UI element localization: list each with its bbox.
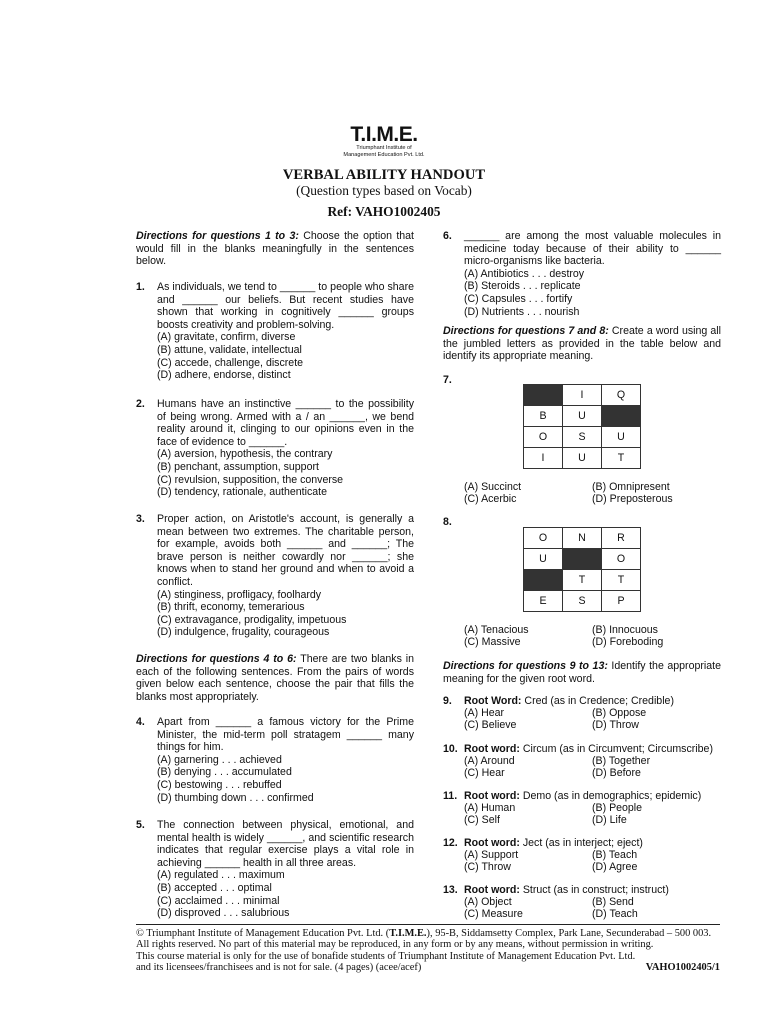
letter-grid: [523, 527, 641, 612]
question-number: 12.: [443, 837, 458, 849]
question-number: 8.: [443, 516, 452, 528]
option-a[interactable]: (A) regulated . . . maximum: [157, 869, 285, 882]
question-text: Humans have an instinctive ______ to the possibility of being wrong. Armed with a / an ______, we bend reality around it, clinging to our opinions even in the face of evidence to ______.: [157, 398, 414, 448]
root-word-label: Root word:: [464, 837, 520, 849]
question-11: [443, 790, 721, 830]
option-a[interactable]: (A) Around: [464, 755, 515, 767]
root-word: Struct (as in construct; instruct): [519, 884, 669, 896]
question-10: [443, 743, 721, 783]
grid-cell: O: [602, 549, 641, 570]
grid-cell: U: [563, 406, 602, 427]
left-column: [136, 230, 414, 920]
option-b[interactable]: (B) denying . . . accumulated: [157, 766, 292, 779]
grid-cell: U: [563, 448, 602, 469]
footer-usage-text: This course material is only for the use of bonafide students of Triumphant Institute of Management Education Pvt. Ltd. and its licensees/franchisees and is not for sale. (4 pages) (acee/acef): [136, 950, 636, 974]
question-8: [443, 516, 721, 646]
option-a[interactable]: (A) Support: [464, 849, 519, 861]
option-c[interactable]: (C) Massive: [464, 636, 521, 648]
option-c[interactable]: (C) accede, challenge, discrete: [157, 356, 304, 369]
footer-rights: All rights reserved. No part of this material may be reproduced, in any form or by any means, without permission in writing.: [136, 939, 654, 951]
grid-cell: E: [524, 591, 563, 612]
option-b[interactable]: (B) Omnipresent: [592, 481, 670, 493]
option-d[interactable]: (D) Teach: [592, 908, 638, 920]
grid-cell: U: [602, 427, 641, 448]
page-title: VERBAL ABILITY HANDOUT: [282, 167, 486, 183]
question-number: 5.: [136, 819, 145, 831]
directions-text: Create a word using all the jumbled letters as provided in the table below and identify its appropriate meaning.: [443, 325, 721, 363]
option-d[interactable]: (D) Preposterous: [592, 493, 673, 505]
root-word: Circum (as in Circumvent; Circumscribe): [519, 743, 713, 755]
root-word: Cred (as in Credence; Credible): [521, 695, 674, 707]
question-2: [136, 398, 414, 499]
question-number: 13.: [443, 884, 458, 896]
option-b[interactable]: (B) attune, validate, intellectual: [157, 343, 302, 356]
grid-cell: T: [602, 448, 641, 469]
question-5: [136, 819, 414, 920]
grid-cell: T: [563, 570, 602, 591]
question-text: As individuals, we tend to ______ to people who share and ______ our beliefs. But recent studies have shown that working in cognitively ______ groups boosts creativity and problem-solving.: [157, 281, 414, 331]
option-d[interactable]: (D) Nutrients . . . nourish: [464, 305, 580, 318]
option-b[interactable]: (B) accepted . . . optimal: [157, 881, 272, 894]
directions-label: Directions for questions 7 and 8:: [443, 325, 609, 337]
page-subtitle: (Question types based on Vocab): [296, 183, 472, 198]
option-d[interactable]: (D) Foreboding: [592, 636, 664, 648]
logo: T.I.M.E.: [350, 123, 418, 146]
option-c[interactable]: (C) Measure: [464, 908, 523, 920]
option-b[interactable]: (B) Innocuous: [592, 624, 658, 636]
grid-cell: O: [524, 528, 563, 549]
option-b[interactable]: (B) thrift, economy, temerarious: [157, 601, 305, 614]
grid-cell: Q: [602, 385, 641, 406]
grid-cell-shaded: [524, 570, 563, 591]
right-column: [443, 230, 721, 925]
option-a[interactable]: (A) Succinct: [464, 481, 522, 493]
directions-label: Directions for questions 4 to 6:: [136, 653, 297, 665]
option-d[interactable]: (D) Throw: [592, 719, 639, 731]
question-text: [464, 695, 721, 708]
root-word: Ject (as in interject; eject): [519, 837, 643, 849]
question-12: [443, 837, 721, 877]
option-c[interactable]: (C) acclaimed . . . minimal: [157, 894, 280, 907]
option-a[interactable]: (A) garnering . . . achieved: [157, 753, 282, 766]
grid-cell: B: [524, 406, 563, 427]
option-c[interactable]: (C) Believe: [464, 719, 517, 731]
option-c[interactable]: (C) Capsules . . . fortify: [464, 292, 573, 305]
question-7: [443, 374, 721, 504]
option-a[interactable]: (A) Human: [464, 802, 516, 814]
grid-cell: T: [602, 570, 641, 591]
footer-brand: T.I.M.E.: [389, 928, 427, 939]
option-a[interactable]: (A) gravitate, confirm, diverse: [157, 331, 296, 344]
directions-9-13: [443, 660, 721, 685]
question-3: [136, 513, 414, 639]
question-text: Apart from ______ a famous victory for the Prime Minister, the mid-term poll stratagem ______ many things for him.: [157, 716, 414, 754]
grid-cell: R: [602, 528, 641, 549]
option-c[interactable]: (C) revulsion, supposition, the converse: [157, 473, 344, 486]
question-text: [464, 837, 721, 850]
option-b[interactable]: (B) Together: [592, 755, 651, 767]
option-b[interactable]: (B) Send: [592, 896, 634, 908]
option-a[interactable]: (A) Hear: [464, 707, 505, 719]
root-word: Demo (as in demographics; epidemic): [519, 790, 702, 802]
question-text: [464, 884, 721, 897]
footer-copyright: [136, 928, 720, 939]
directions-text: Identify the appropriate meaning for the given root word.: [443, 660, 721, 685]
footer-address: ), 95-B, Siddamsetty Complex, Park Lane, Secunderabad – 500 003.: [426, 928, 712, 939]
question-number: 10.: [443, 743, 458, 755]
option-a[interactable]: (A) Object: [464, 896, 512, 908]
question-number: 9.: [443, 695, 452, 707]
root-word-label: Root word:: [464, 743, 520, 755]
grid-cell-shaded: [524, 385, 563, 406]
grid-cell: S: [563, 427, 602, 448]
root-word-label: Root word:: [464, 790, 520, 802]
grid-cell: I: [563, 385, 602, 406]
question-number: 11.: [443, 790, 458, 802]
option-a[interactable]: (A) Antibiotics . . . destroy: [464, 267, 585, 280]
option-c[interactable]: (C) Hear: [464, 767, 505, 779]
question-13: [443, 884, 721, 924]
question-text: ______ are among the most valuable molecules in medicine today because of their ability to ______ micro-organisms like bacteria.: [464, 230, 721, 268]
option-b[interactable]: (B) People: [592, 802, 643, 814]
option-c[interactable]: (C) Throw: [464, 861, 511, 873]
option-c[interactable]: (C) Self: [464, 814, 500, 826]
option-b[interactable]: (B) Steroids . . . replicate: [464, 280, 581, 293]
option-b[interactable]: (B) Oppose: [592, 707, 647, 719]
option-a[interactable]: (A) stinginess, profligacy, foolhardy: [157, 588, 322, 601]
reference-code: Ref: VAHO1002405: [327, 204, 441, 219]
grid-cell-shaded: [602, 406, 641, 427]
option-a[interactable]: (A) Tenacious: [464, 624, 529, 636]
question-text: The connection between physical, emotional, and mental health is widely ______, and scientific research indicates that regular exercise plays a vital role in achieving ______ health in all three areas.: [157, 819, 414, 869]
directions-1-3: [136, 230, 414, 268]
option-d[interactable]: (D) disproved . . . salubrious: [157, 907, 290, 920]
logo-subtitle-line2: Management Education Pvt. Ltd.: [343, 152, 425, 158]
option-d[interactable]: (D) Life: [592, 814, 627, 826]
question-number: 1.: [136, 281, 145, 293]
option-d[interactable]: (D) thumbing down . . . confirmed: [157, 791, 314, 804]
option-c[interactable]: (C) Acerbic: [464, 493, 517, 505]
directions-text: There are two blanks in each of the following sentences. From the pairs of words given below each sentence, choose the pair that fills the blanks most appropriately.: [136, 653, 414, 703]
question-number: 7.: [443, 374, 452, 386]
question-text: [464, 790, 721, 803]
question-4: [136, 716, 414, 804]
grid-cell: P: [602, 591, 641, 612]
option-a[interactable]: (A) aversion, hypothesis, the contrary: [157, 448, 333, 461]
root-word-label: Root Word:: [464, 695, 522, 707]
grid-cell-shaded: [563, 549, 602, 570]
page-code: VAHO1002405/1: [645, 961, 720, 973]
directions-4-6: [136, 653, 414, 703]
footer: [136, 928, 720, 974]
logo-subtitle-line1: Triumphant Institute of: [356, 145, 412, 151]
option-b[interactable]: (B) penchant, assumption, support: [157, 460, 319, 473]
option-d[interactable]: (D) Agree: [592, 861, 638, 873]
question-number: 6.: [443, 230, 452, 242]
option-d[interactable]: (D) adhere, endorse, distinct: [157, 369, 291, 382]
question-text: Proper action, on Aristotle's account, is generally a mean between two extremes. The charitable person, for example, avoids both ______ and ______; The brave person is neither cowardly nor ______; she knows when to stand her ground and when to avoid a conflict.: [157, 513, 414, 588]
question-number: 2.: [136, 398, 145, 410]
directions-text: Choose the option that would fill in the blanks meaningfully in the sentences below.: [136, 230, 414, 268]
letter-grid: [523, 384, 641, 469]
option-b[interactable]: (B) Teach: [592, 849, 638, 861]
directions-7-8: [443, 325, 721, 363]
option-d[interactable]: (D) Before: [592, 767, 641, 779]
question-number: 4.: [136, 716, 145, 728]
grid-cell: N: [563, 528, 602, 549]
grid-cell: O: [524, 427, 563, 448]
option-d[interactable]: (D) tendency, rationale, authenticate: [157, 486, 327, 499]
option-c[interactable]: (C) bestowing . . . rebuffed: [157, 778, 282, 791]
grid-cell: S: [563, 591, 602, 612]
footer-text: © Triumphant Institute of Management Education Pvt. Ltd. (: [136, 928, 390, 939]
grid-cell: U: [524, 549, 563, 570]
option-c[interactable]: (C) extravagance, prodigality, impetuous: [157, 613, 347, 626]
footer-usage: [136, 951, 720, 974]
question-9: [443, 695, 721, 735]
question-6: [443, 230, 721, 318]
directions-label: Directions for questions 1 to 3:: [136, 230, 299, 242]
grid-cell: I: [524, 448, 563, 469]
question-number: 3.: [136, 513, 145, 525]
question-1: [136, 281, 414, 382]
option-d[interactable]: (D) indulgence, frugality, courageous: [157, 626, 330, 639]
root-word-label: Root word:: [464, 884, 520, 896]
question-text: [464, 743, 721, 756]
footer-divider: [136, 924, 720, 925]
directions-label: Directions for questions 9 to 13:: [443, 660, 608, 672]
